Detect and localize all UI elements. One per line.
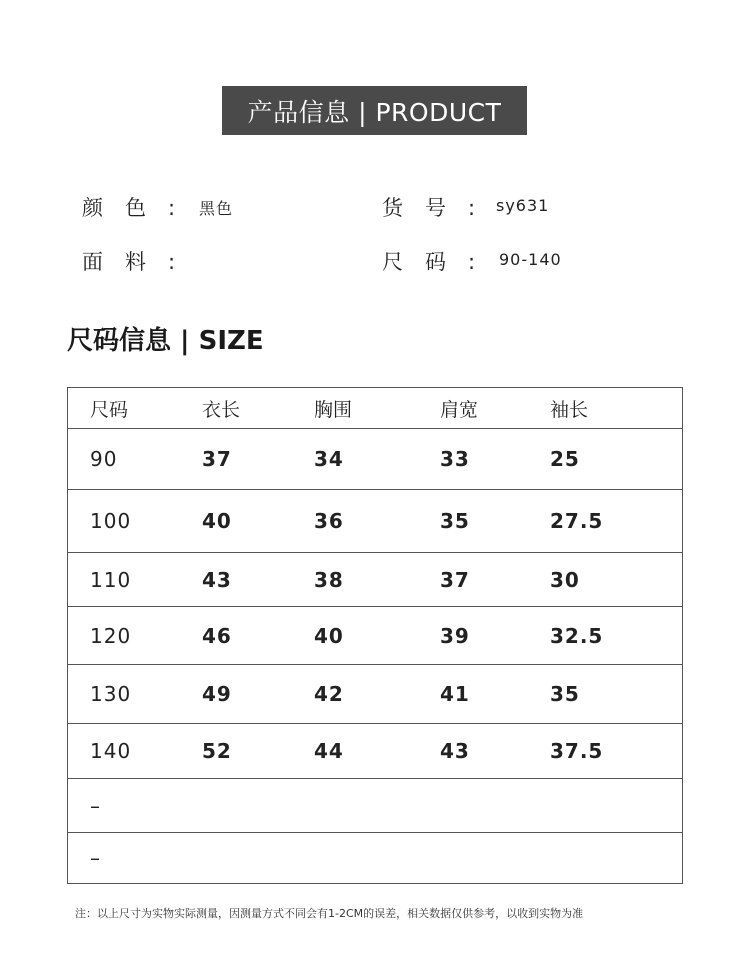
table-row: [68, 723, 682, 778]
table-row: [68, 832, 682, 883]
cell-length: 52: [202, 739, 232, 763]
cell-shoulder: 35: [440, 509, 470, 533]
cell-chest: 38: [314, 567, 344, 592]
table-row: [68, 606, 682, 664]
table-header-row: [68, 388, 682, 428]
cell-length: 43: [202, 567, 232, 592]
measurement-note: 注：以上尺寸为实物实际测量，因测量方式不同会有1-2CM的误差，相关数据仅供参考，以收到实物为准: [75, 907, 584, 920]
size-range-label: 尺码:: [382, 250, 498, 274]
table-row: [68, 778, 682, 832]
cell-shoulder: 39: [440, 623, 470, 648]
cell-length: 49: [202, 682, 232, 706]
fabric-label: 面料:: [82, 250, 198, 274]
size-table: [67, 387, 683, 884]
cell-sleeve: 37.5: [550, 739, 604, 763]
cell-size: 120: [90, 623, 132, 648]
cell-shoulder: 37: [440, 567, 470, 592]
cell-size: 110: [90, 567, 132, 592]
header-shoulder: 肩宽: [440, 398, 479, 421]
cell-length: 46: [202, 623, 232, 648]
cell-size: –: [90, 846, 101, 870]
cell-sleeve: 30: [550, 567, 580, 592]
product-info-banner: 产品信息 | PRODUCT: [222, 86, 527, 135]
cell-size: 100: [90, 509, 132, 533]
cell-size: –: [90, 793, 101, 818]
cell-shoulder: 41: [440, 682, 470, 706]
cell-length: 40: [202, 509, 232, 533]
table-row: [68, 552, 682, 606]
cell-length: 37: [202, 447, 232, 471]
cell-chest: 44: [314, 739, 344, 763]
cell-sleeve: 27.5: [550, 509, 604, 533]
cell-sleeve: 32.5: [550, 623, 604, 648]
cell-chest: 40: [314, 623, 344, 648]
cell-size: 140: [90, 739, 132, 763]
cell-chest: 34: [314, 447, 344, 471]
cell-chest: 42: [314, 682, 344, 706]
header-sleeve: 袖长: [550, 398, 589, 421]
item-number-value: sy631: [496, 196, 550, 215]
header-size: 尺码: [90, 398, 129, 421]
cell-sleeve: 35: [550, 682, 580, 706]
color-value: 黑色: [199, 199, 234, 218]
color-label: 颜色:: [82, 196, 198, 220]
cell-shoulder: 43: [440, 739, 470, 763]
table-row: [68, 489, 682, 552]
size-range-value: 90-140: [499, 250, 562, 269]
table-row: [68, 664, 682, 723]
cell-sleeve: 25: [550, 447, 580, 471]
cell-shoulder: 33: [440, 447, 470, 471]
item-number-label: 货号:: [382, 196, 498, 220]
cell-size: 90: [90, 447, 118, 471]
table-row: [68, 428, 682, 489]
cell-chest: 36: [314, 509, 344, 533]
header-chest: 胸围: [314, 398, 353, 421]
header-length: 衣长: [202, 398, 241, 421]
cell-size: 130: [90, 682, 132, 706]
size-section-title: 尺码信息 | SIZE: [67, 326, 264, 356]
